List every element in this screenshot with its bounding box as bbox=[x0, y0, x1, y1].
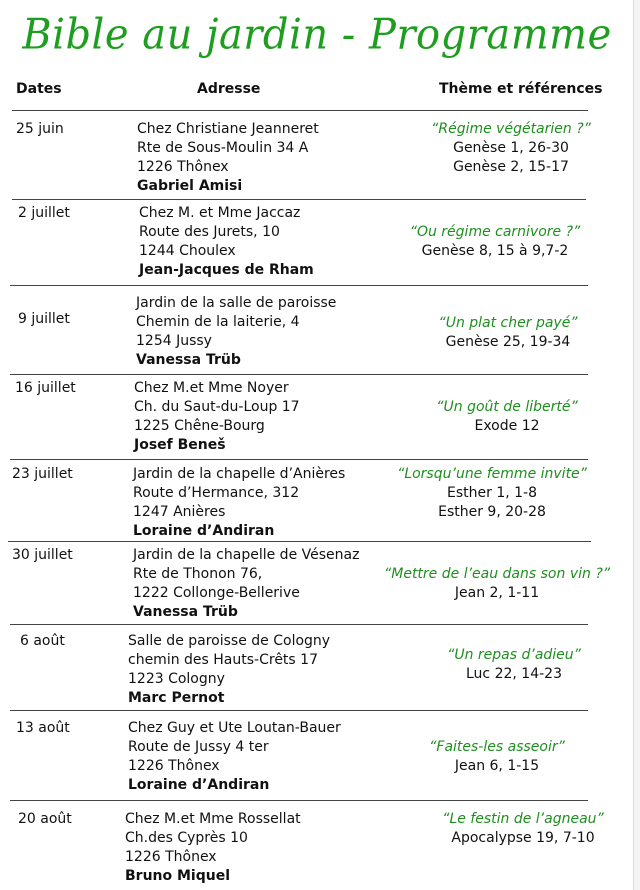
row-date: 13 août bbox=[16, 720, 70, 736]
row-theme: “Mettre de l’eau dans son vin ?” Jean 2, 1-11 bbox=[384, 566, 610, 601]
row-address: Jardin de la salle de paroisse Chemin de la laiterie, 4 1254 Jussy Vanessa Trüb bbox=[136, 295, 337, 368]
header-theme: Thème et références bbox=[439, 81, 603, 97]
row-leader: Vanessa Trüb bbox=[133, 604, 238, 620]
header-divider bbox=[12, 110, 588, 111]
row-date: 23 juillet bbox=[12, 466, 73, 482]
row-date: 20 août bbox=[18, 811, 72, 827]
row-divider bbox=[10, 800, 588, 801]
row-divider bbox=[8, 541, 591, 542]
row-leader: Bruno Miquel bbox=[125, 868, 231, 884]
row-divider bbox=[10, 624, 588, 625]
row-divider bbox=[12, 199, 586, 200]
row-leader: Vanessa Trüb bbox=[136, 352, 241, 368]
row-theme: “Régime végétarien ?” Genèse 1, 26-30 Genèse 2, 15-17 bbox=[431, 121, 591, 175]
row-theme: “Le festin de l’agneau” Apocalypse 19, 7-10 bbox=[442, 811, 604, 846]
row-address: Chez Guy et Ute Loutan-Bauer Route de Jussy 4 ter 1226 Thônex Loraine d’Andiran bbox=[128, 720, 341, 793]
row-date: 25 juin bbox=[16, 121, 64, 137]
header-dates: Dates bbox=[16, 81, 62, 97]
row-address: Chez M.et Mme Noyer Ch. du Saut-du-Loup 17 1225 Chêne-Bourg Josef Beneš bbox=[134, 380, 300, 453]
row-leader: Josef Beneš bbox=[134, 437, 226, 453]
row-theme: “Un plat cher payé” Genèse 25, 19-34 bbox=[438, 315, 578, 350]
row-address: Jardin de la chapelle de Vésenaz Rte de Thonon 76, 1222 Collonge-Bellerive Vanessa Trüb bbox=[133, 547, 360, 620]
row-leader: Loraine d’Andiran bbox=[133, 523, 275, 539]
row-address: Salle de paroisse de Cologny chemin des Hauts-Crêts 17 1223 Cologny Marc Pernot bbox=[128, 633, 331, 706]
row-theme: “Ou régime carnivore ?” Genèse 8, 15 à 9,7-2 bbox=[409, 224, 581, 259]
row-address: Chez M.et Mme Rossellat Ch.des Cyprès 10 1226 Thônex Bruno Miquel bbox=[125, 811, 301, 884]
row-theme: “Un repas d’adieu” Luc 22, 14-23 bbox=[447, 647, 581, 682]
row-address: Jardin de la chapelle d’Anières Route d’Hermance, 312 1247 Anières Loraine d’Andiran bbox=[133, 466, 346, 539]
row-leader: Jean-Jacques de Rham bbox=[139, 262, 314, 278]
row-divider bbox=[10, 459, 588, 460]
row-date: 30 juillet bbox=[12, 547, 73, 563]
row-theme: “Un goût de liberté” Exode 12 bbox=[436, 399, 578, 434]
header-address: Adresse bbox=[197, 81, 261, 97]
row-date: 6 août bbox=[20, 633, 65, 649]
row-divider bbox=[10, 710, 588, 711]
row-divider bbox=[10, 285, 588, 286]
row-date: 2 juillet bbox=[18, 205, 70, 221]
row-address: Chez Christiane Jeanneret Rte de Sous-Moulin 34 A 1226 Thônex Gabriel Amisi bbox=[137, 121, 319, 194]
row-leader: Gabriel Amisi bbox=[137, 178, 243, 194]
row-date: 16 juillet bbox=[15, 380, 76, 396]
row-leader: Loraine d’Andiran bbox=[128, 777, 270, 793]
row-divider bbox=[10, 374, 588, 375]
row-date: 9 juillet bbox=[18, 311, 70, 327]
row-theme: “Lorsqu’une femme invite” Esther 1, 1-8 Esther 9, 20-28 bbox=[397, 466, 587, 520]
row-address: Chez M. et Mme Jaccaz Route des Jurets, 10 1244 Choulex Jean-Jacques de Rham bbox=[139, 205, 314, 278]
row-theme: “Faites-les asseoir” Jean 6, 1-15 bbox=[429, 739, 565, 774]
row-leader: Marc Pernot bbox=[128, 690, 225, 706]
page-title: Bible au jardin - Programme bbox=[22, 10, 612, 60]
